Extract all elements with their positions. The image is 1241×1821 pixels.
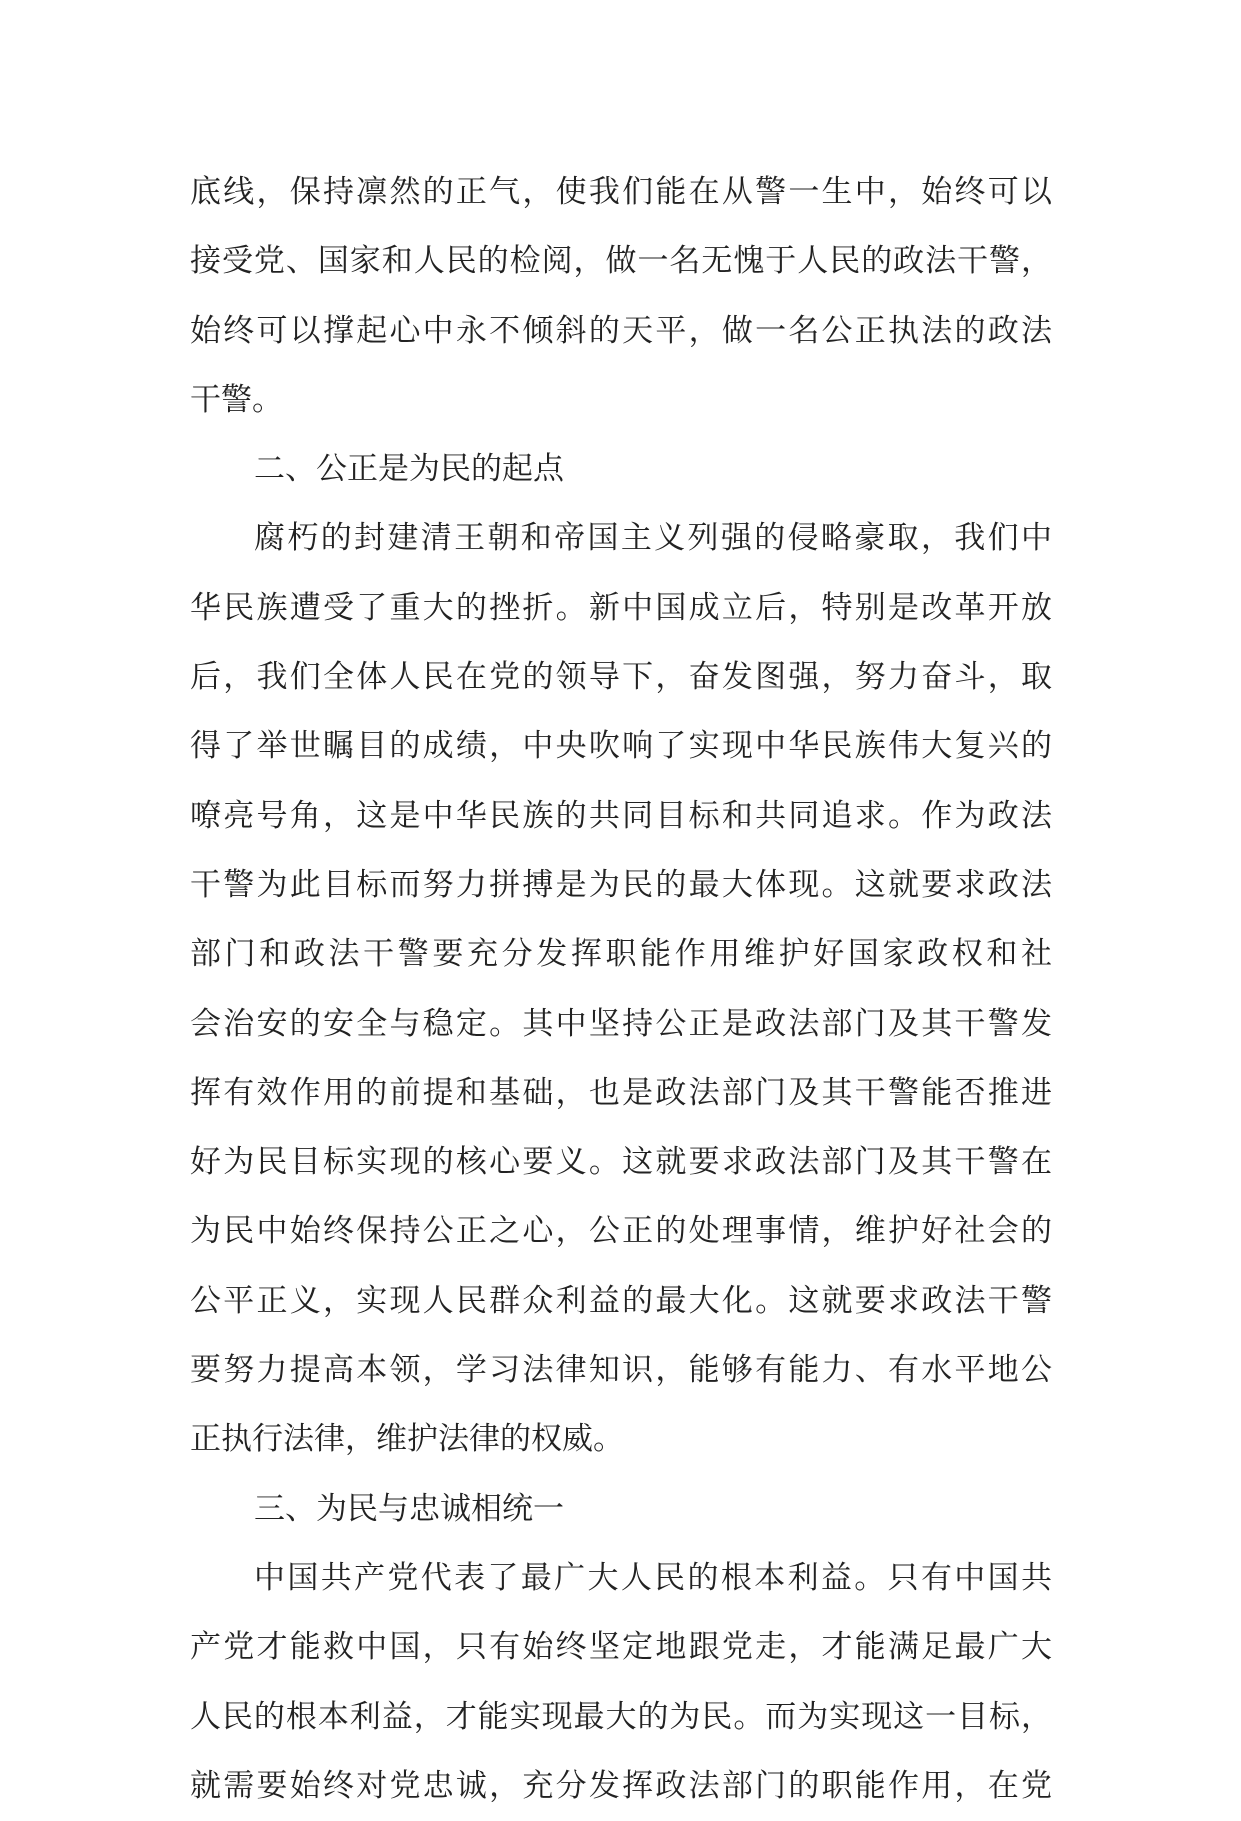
text-line: 好为民目标实现的核心要义。这就要求政法部门及其干警在 [190, 1144, 1052, 1181]
text-line: 始终可以撑起心中永不倾斜的天平，做一名公正执法的政法 [190, 312, 1052, 349]
text-line: 底线，保持凛然的正气，使我们能在从警一生中，始终可以 [190, 174, 1052, 210]
text-line: 要努力提高本领，学习法律知识，能够有能力、有水平地公 [190, 1352, 1052, 1389]
text-line: 嘹亮号角，这是中华民族的共同目标和共同追求。作为政法 [190, 797, 1052, 834]
section-heading: 二、公正是为民的起点 [254, 451, 564, 488]
text-line: 干警。 [190, 381, 283, 418]
text-line: 产党才能救中国，只有始终坚定地跟党走，才能满足最广大 [190, 1629, 1052, 1666]
text-line: 人民的根本利益，才能实现最大的为民。而为实现这一目标， [190, 1698, 1052, 1735]
text-line: 华民族遭受了重大的挫折。新中国成立后，特别是改革开放 [190, 589, 1052, 626]
text-line: 会治安的安全与稳定。其中坚持公正是政法部门及其干警发 [190, 1005, 1052, 1042]
text-line: 得了举世瞩目的成绩，中央吹响了实现中华民族伟大复兴的 [190, 728, 1052, 765]
text-line: 为民中始终保持公正之心，公正的处理事情，维护好社会的 [190, 1213, 1052, 1250]
text-line: 就需要始终对党忠诚，充分发挥政法部门的职能作用，在党 [190, 1767, 1052, 1804]
section-heading: 三、为民与忠诚相统一 [254, 1490, 564, 1527]
text-line: 公平正义，实现人民群众利益的最大化。这就要求政法干警 [190, 1282, 1052, 1319]
body-text [190, 158, 1052, 1821]
text-line: 中国共产党代表了最广大人民的根本利益。只有中国共 [254, 1559, 1052, 1596]
text-line: 后，我们全体人民在党的领导下，奋发图强，努力奋斗，取 [190, 659, 1052, 696]
text-line: 接受党、国家和人民的检阅，做一名无愧于人民的政法干警， [190, 243, 1052, 280]
text-line: 腐朽的封建清王朝和帝国主义列强的侵略豪取，我们中 [254, 520, 1052, 557]
text-line: 部门和政法干警要充分发挥职能作用维护好国家政权和社 [190, 936, 1052, 973]
text-line: 正执行法律，维护法律的权威。 [190, 1421, 624, 1458]
text-line: 挥有效作用的前提和基础，也是政法部门及其干警能否推进 [190, 1074, 1052, 1111]
text-line: 干警为此目标而努力拼搏是为民的最大体现。这就要求政法 [190, 866, 1052, 903]
